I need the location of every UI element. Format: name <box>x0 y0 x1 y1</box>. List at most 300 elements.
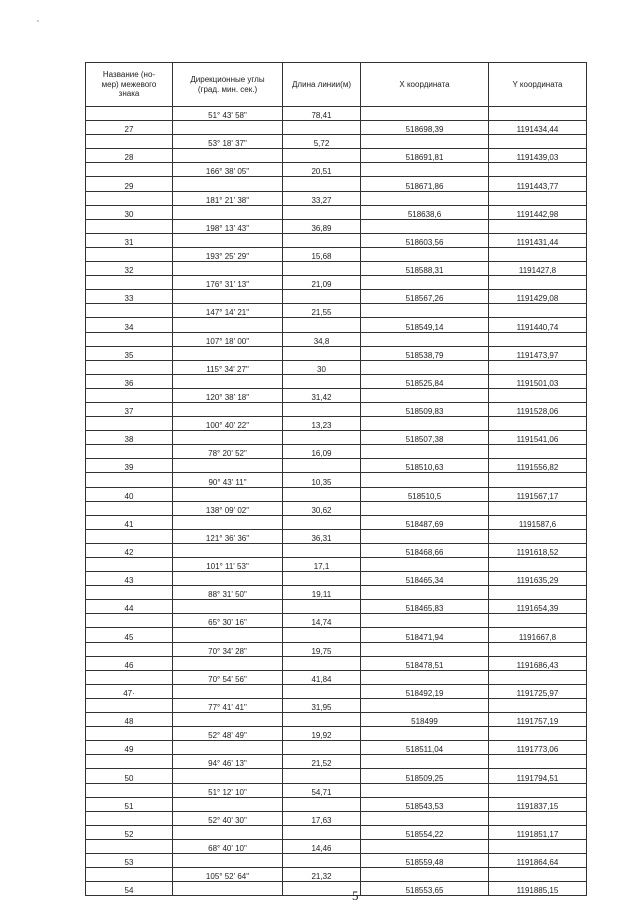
line-length-cell: 21,09 <box>283 276 361 290</box>
header-direction-angle: Дирекционные углы (град. мин. сек.) <box>173 63 283 107</box>
direction-angle-cell: 121° 36' 36" <box>173 529 283 543</box>
segment-row <box>86 868 587 882</box>
y-coordinate-cell: 1191440,74 <box>489 318 587 332</box>
line-length-empty <box>283 431 361 445</box>
y-coordinate-cell: 1191429,08 <box>489 290 587 304</box>
y-coordinate-empty <box>489 219 587 233</box>
x-coordinate-empty <box>361 417 489 431</box>
mark-name-cell: 28 <box>86 149 173 163</box>
x-coordinate-empty <box>361 191 489 205</box>
direction-angle-cell: 120° 38' 18" <box>173 388 283 402</box>
line-length-empty <box>283 233 361 247</box>
y-coordinate-empty <box>489 811 587 825</box>
line-length-cell: 33,27 <box>283 191 361 205</box>
mark-row <box>86 318 587 332</box>
x-coordinate-empty <box>361 670 489 684</box>
direction-angle-cell: 65° 30' 16" <box>173 614 283 628</box>
mark-name-empty <box>86 529 173 543</box>
direction-angle-empty <box>173 515 283 529</box>
mark-name-cell: 31 <box>86 233 173 247</box>
y-coordinate-cell: 1191541,06 <box>489 431 587 445</box>
mark-name-empty <box>86 614 173 628</box>
line-length-cell: 19,75 <box>283 642 361 656</box>
y-coordinate-cell: 1191443,77 <box>489 177 587 191</box>
mark-name-empty <box>86 191 173 205</box>
x-coordinate-cell: 518492,19 <box>361 684 489 698</box>
y-coordinate-empty <box>489 839 587 853</box>
line-length-empty <box>283 882 361 896</box>
direction-angle-empty <box>173 769 283 783</box>
x-coordinate-empty <box>361 529 489 543</box>
x-coordinate-cell: 518510,5 <box>361 487 489 501</box>
line-length-empty <box>283 318 361 332</box>
x-coordinate-cell: 518509,83 <box>361 402 489 416</box>
line-length-empty <box>283 487 361 501</box>
x-coordinate-empty <box>361 727 489 741</box>
segment-row <box>86 529 587 543</box>
mark-row <box>86 882 587 896</box>
line-length-empty <box>283 825 361 839</box>
mark-name-empty <box>86 360 173 374</box>
line-length-cell: 30 <box>283 360 361 374</box>
x-coordinate-cell: 518543,53 <box>361 797 489 811</box>
direction-angle-empty <box>173 121 283 135</box>
line-length-empty <box>283 656 361 670</box>
segment-row <box>86 670 587 684</box>
mark-name-empty <box>86 501 173 515</box>
mark-row <box>86 346 587 360</box>
direction-angle-cell: 53° 18' 37" <box>173 135 283 149</box>
y-coordinate-empty <box>489 783 587 797</box>
direction-angle-cell: 115° 34' 27" <box>173 360 283 374</box>
direction-angle-empty <box>173 149 283 163</box>
line-length-cell: 14,46 <box>283 839 361 853</box>
direction-angle-cell: 198° 13' 43" <box>173 219 283 233</box>
line-length-cell: 41,84 <box>283 670 361 684</box>
segment-row <box>86 839 587 853</box>
mark-row <box>86 233 587 247</box>
direction-angle-cell: 181° 21' 38" <box>173 191 283 205</box>
mark-name-empty <box>86 755 173 769</box>
line-length-cell: 14,74 <box>283 614 361 628</box>
line-length-empty <box>283 374 361 388</box>
direction-angle-cell: 51° 12' 10" <box>173 783 283 797</box>
line-length-empty <box>283 262 361 276</box>
direction-angle-cell: 68° 40' 10" <box>173 839 283 853</box>
mark-name-cell: 50 <box>86 769 173 783</box>
mark-row <box>86 713 587 727</box>
x-coordinate-cell: 518525,84 <box>361 374 489 388</box>
mark-row <box>86 374 587 388</box>
direction-angle-cell: 166° 38' 05" <box>173 163 283 177</box>
y-coordinate-cell: 1191501,03 <box>489 374 587 388</box>
segment-row <box>86 698 587 712</box>
y-coordinate-cell: 1191528,06 <box>489 402 587 416</box>
mark-name-empty <box>86 670 173 684</box>
line-length-cell: 21,55 <box>283 304 361 318</box>
line-length-cell: 78,41 <box>283 107 361 121</box>
line-length-empty <box>283 402 361 416</box>
boundary-marks-table <box>85 62 587 896</box>
mark-name-empty <box>86 332 173 346</box>
mark-name-empty <box>86 304 173 318</box>
direction-angle-empty <box>173 656 283 670</box>
mark-row <box>86 797 587 811</box>
y-coordinate-cell: 1191439,03 <box>489 149 587 163</box>
mark-name-empty <box>86 727 173 741</box>
direction-angle-cell: 70° 54' 56" <box>173 670 283 684</box>
header-x-coordinate: Х координата <box>361 63 489 107</box>
mark-row <box>86 431 587 445</box>
line-length-cell: 16,09 <box>283 445 361 459</box>
mark-name-cell: 53 <box>86 853 173 867</box>
y-coordinate-empty <box>489 727 587 741</box>
line-length-empty <box>283 797 361 811</box>
y-coordinate-cell: 1191442,98 <box>489 205 587 219</box>
direction-angle-empty <box>173 600 283 614</box>
mark-row <box>86 572 587 586</box>
mark-name-cell: 47· <box>86 684 173 698</box>
mark-row <box>86 149 587 163</box>
direction-angle-empty <box>173 431 283 445</box>
line-length-cell: 21,52 <box>283 755 361 769</box>
mark-row <box>86 402 587 416</box>
mark-row <box>86 600 587 614</box>
direction-angle-empty <box>173 628 283 642</box>
x-coordinate-cell: 518549,14 <box>361 318 489 332</box>
y-coordinate-empty <box>489 135 587 149</box>
x-coordinate-cell: 518510,63 <box>361 459 489 473</box>
line-length-cell: 54,71 <box>283 783 361 797</box>
mark-name-empty <box>86 783 173 797</box>
y-coordinate-empty <box>489 445 587 459</box>
mark-name-empty <box>86 558 173 572</box>
x-coordinate-cell: 518471,94 <box>361 628 489 642</box>
mark-row <box>86 684 587 698</box>
y-coordinate-empty <box>489 107 587 121</box>
segment-row <box>86 191 587 205</box>
y-coordinate-cell: 1191618,52 <box>489 543 587 557</box>
y-coordinate-cell: 1191587,6 <box>489 515 587 529</box>
line-length-empty <box>283 572 361 586</box>
y-coordinate-empty <box>489 586 587 600</box>
mark-name-cell: 45 <box>86 628 173 642</box>
segment-row <box>86 586 587 600</box>
mark-name-empty <box>86 107 173 121</box>
direction-angle-empty <box>173 882 283 896</box>
line-length-cell: 15,68 <box>283 247 361 261</box>
mark-row <box>86 487 587 501</box>
y-coordinate-empty <box>489 473 587 487</box>
direction-angle-empty <box>173 684 283 698</box>
x-coordinate-empty <box>361 558 489 572</box>
y-coordinate-empty <box>489 332 587 346</box>
mark-row <box>86 825 587 839</box>
direction-angle-cell: 70° 34' 28" <box>173 642 283 656</box>
line-length-empty <box>283 769 361 783</box>
y-coordinate-cell: 1191567,17 <box>489 487 587 501</box>
line-length-cell: 20,51 <box>283 163 361 177</box>
x-coordinate-empty <box>361 642 489 656</box>
mark-name-cell: 40 <box>86 487 173 501</box>
segment-row <box>86 135 587 149</box>
line-length-cell: 5,72 <box>283 135 361 149</box>
y-coordinate-empty <box>489 276 587 290</box>
line-length-cell: 34,8 <box>283 332 361 346</box>
x-coordinate-empty <box>361 332 489 346</box>
direction-angle-empty <box>173 459 283 473</box>
mark-name-empty <box>86 473 173 487</box>
mark-name-cell: 39 <box>86 459 173 473</box>
y-coordinate-cell: 1191473,97 <box>489 346 587 360</box>
segment-row <box>86 473 587 487</box>
mark-row <box>86 205 587 219</box>
y-coordinate-cell: 1191667,8 <box>489 628 587 642</box>
mark-name-cell: 43 <box>86 572 173 586</box>
x-coordinate-empty <box>361 473 489 487</box>
mark-name-cell: 44 <box>86 600 173 614</box>
line-length-cell: 30,62 <box>283 501 361 515</box>
y-coordinate-empty <box>489 642 587 656</box>
x-coordinate-cell: 518509,25 <box>361 769 489 783</box>
mark-name-cell: 49 <box>86 741 173 755</box>
y-coordinate-cell: 1191794,51 <box>489 769 587 783</box>
mark-row <box>86 741 587 755</box>
mark-row <box>86 543 587 557</box>
x-coordinate-cell: 518507,38 <box>361 431 489 445</box>
x-coordinate-empty <box>361 107 489 121</box>
mark-row <box>86 656 587 670</box>
segment-row <box>86 276 587 290</box>
segment-row <box>86 783 587 797</box>
direction-angle-cell: 105° 52' 64" <box>173 868 283 882</box>
x-coordinate-empty <box>361 219 489 233</box>
x-coordinate-cell: 518553,65 <box>361 882 489 896</box>
mark-name-cell: 27 <box>86 121 173 135</box>
mark-name-empty <box>86 163 173 177</box>
line-length-empty <box>283 205 361 219</box>
line-length-cell: 13,23 <box>283 417 361 431</box>
x-coordinate-empty <box>361 445 489 459</box>
direction-angle-cell: 100° 40' 22" <box>173 417 283 431</box>
direction-angle-empty <box>173 233 283 247</box>
direction-angle-empty <box>173 262 283 276</box>
segment-row <box>86 727 587 741</box>
direction-angle-empty <box>173 177 283 191</box>
y-coordinate-cell: 1191434,44 <box>489 121 587 135</box>
direction-angle-cell: 78° 20' 52" <box>173 445 283 459</box>
y-coordinate-cell: 1191725,97 <box>489 684 587 698</box>
y-coordinate-cell: 1191885,15 <box>489 882 587 896</box>
segment-row <box>86 388 587 402</box>
mark-name-empty <box>86 135 173 149</box>
x-coordinate-cell: 518538,79 <box>361 346 489 360</box>
mark-name-cell: 46 <box>86 656 173 670</box>
x-coordinate-cell: 518671,86 <box>361 177 489 191</box>
direction-angle-cell: 193° 25' 29" <box>173 247 283 261</box>
segment-row <box>86 360 587 374</box>
x-coordinate-empty <box>361 276 489 290</box>
mark-name-empty <box>86 417 173 431</box>
segment-row <box>86 811 587 825</box>
mark-name-empty <box>86 839 173 853</box>
direction-angle-cell: 52° 40' 30" <box>173 811 283 825</box>
direction-angle-empty <box>173 487 283 501</box>
segment-row <box>86 501 587 515</box>
direction-angle-cell: 77° 41' 41" <box>173 698 283 712</box>
mark-name-empty <box>86 868 173 882</box>
mark-row <box>86 515 587 529</box>
x-coordinate-cell: 518478,51 <box>361 656 489 670</box>
x-coordinate-empty <box>361 163 489 177</box>
line-length-cell: 17,1 <box>283 558 361 572</box>
x-coordinate-cell: 518465,34 <box>361 572 489 586</box>
segment-row <box>86 417 587 431</box>
y-coordinate-cell: 1191654,39 <box>489 600 587 614</box>
mark-row <box>86 262 587 276</box>
mark-name-cell: 52 <box>86 825 173 839</box>
mark-name-cell: 29 <box>86 177 173 191</box>
x-coordinate-empty <box>361 698 489 712</box>
direction-angle-cell: 88° 31' 50" <box>173 586 283 600</box>
y-coordinate-empty <box>489 191 587 205</box>
y-coordinate-empty <box>489 501 587 515</box>
line-length-cell: 19,92 <box>283 727 361 741</box>
direction-angle-cell: 51° 43' 58" <box>173 107 283 121</box>
line-length-empty <box>283 346 361 360</box>
line-length-empty <box>283 600 361 614</box>
x-coordinate-cell: 518698,39 <box>361 121 489 135</box>
scan-speck <box>37 20 39 22</box>
mark-name-empty <box>86 698 173 712</box>
line-length-cell: 21,32 <box>283 868 361 882</box>
x-coordinate-cell: 518499 <box>361 713 489 727</box>
direction-angle-cell: 94° 46' 13" <box>173 755 283 769</box>
y-coordinate-empty <box>489 247 587 261</box>
page-number: 5 <box>352 888 359 903</box>
x-coordinate-cell: 518487,69 <box>361 515 489 529</box>
mark-name-empty <box>86 642 173 656</box>
x-coordinate-cell: 518465,83 <box>361 600 489 614</box>
mark-name-empty <box>86 811 173 825</box>
mark-name-cell: 36 <box>86 374 173 388</box>
mark-name-cell: 34 <box>86 318 173 332</box>
mark-name-cell: 32 <box>86 262 173 276</box>
line-length-empty <box>283 121 361 135</box>
mark-row <box>86 121 587 135</box>
line-length-empty <box>283 515 361 529</box>
line-length-empty <box>283 741 361 755</box>
x-coordinate-empty <box>361 586 489 600</box>
x-coordinate-empty <box>361 755 489 769</box>
table-body <box>86 107 587 896</box>
mark-name-cell: 51 <box>86 797 173 811</box>
mark-name-cell: 42 <box>86 543 173 557</box>
mark-name-cell: 30 <box>86 205 173 219</box>
mark-name-empty <box>86 219 173 233</box>
mark-name-cell: 54 <box>86 882 173 896</box>
direction-angle-empty <box>173 346 283 360</box>
y-coordinate-cell: 1191757,19 <box>489 713 587 727</box>
y-coordinate-empty <box>489 670 587 684</box>
segment-row <box>86 219 587 233</box>
header-mark-name: Название (но- мер) межевого знака <box>86 63 173 107</box>
direction-angle-cell: 138° 09' 02" <box>173 501 283 515</box>
mark-row <box>86 459 587 473</box>
y-coordinate-empty <box>489 868 587 882</box>
x-coordinate-cell: 518691,81 <box>361 149 489 163</box>
mark-name-cell: 48 <box>86 713 173 727</box>
x-coordinate-empty <box>361 135 489 149</box>
mark-row <box>86 853 587 867</box>
y-coordinate-empty <box>489 304 587 318</box>
y-coordinate-empty <box>489 614 587 628</box>
y-coordinate-cell: 1191686,43 <box>489 656 587 670</box>
mark-name-cell: 38 <box>86 431 173 445</box>
direction-angle-cell: 90° 43' 11" <box>173 473 283 487</box>
y-coordinate-empty <box>489 417 587 431</box>
mark-row <box>86 290 587 304</box>
line-length-empty <box>283 543 361 557</box>
segment-row <box>86 558 587 572</box>
line-length-cell: 19,11 <box>283 586 361 600</box>
x-coordinate-cell: 518554,22 <box>361 825 489 839</box>
line-length-cell: 31,95 <box>283 698 361 712</box>
x-coordinate-cell: 518468,66 <box>361 543 489 557</box>
direction-angle-empty <box>173 741 283 755</box>
y-coordinate-cell: 1191851,17 <box>489 825 587 839</box>
x-coordinate-empty <box>361 868 489 882</box>
direction-angle-empty <box>173 797 283 811</box>
mark-name-empty <box>86 247 173 261</box>
line-length-empty <box>283 713 361 727</box>
mark-row <box>86 177 587 191</box>
mark-name-empty <box>86 586 173 600</box>
mark-row <box>86 769 587 783</box>
direction-angle-empty <box>173 402 283 416</box>
line-length-empty <box>283 853 361 867</box>
y-coordinate-empty <box>489 558 587 572</box>
segment-row <box>86 642 587 656</box>
x-coordinate-cell: 518559,48 <box>361 853 489 867</box>
y-coordinate-cell: 1191773,06 <box>489 741 587 755</box>
table-header-row <box>86 63 587 107</box>
direction-angle-cell: 52° 48' 49" <box>173 727 283 741</box>
direction-angle-empty <box>173 318 283 332</box>
direction-angle-empty <box>173 713 283 727</box>
mark-row <box>86 628 587 642</box>
x-coordinate-empty <box>361 360 489 374</box>
line-length-empty <box>283 177 361 191</box>
line-length-empty <box>283 684 361 698</box>
mark-name-cell: 41 <box>86 515 173 529</box>
line-length-empty <box>283 290 361 304</box>
y-coordinate-cell: 1191431,44 <box>489 233 587 247</box>
line-length-empty <box>283 628 361 642</box>
x-coordinate-empty <box>361 247 489 261</box>
y-coordinate-empty <box>489 163 587 177</box>
y-coordinate-empty <box>489 529 587 543</box>
segment-row <box>86 304 587 318</box>
y-coordinate-cell: 1191864,64 <box>489 853 587 867</box>
x-coordinate-cell: 518638,6 <box>361 205 489 219</box>
direction-angle-empty <box>173 572 283 586</box>
segment-row <box>86 332 587 346</box>
y-coordinate-empty <box>489 388 587 402</box>
x-coordinate-empty <box>361 783 489 797</box>
direction-angle-cell: 101° 11' 53" <box>173 558 283 572</box>
x-coordinate-empty <box>361 501 489 515</box>
